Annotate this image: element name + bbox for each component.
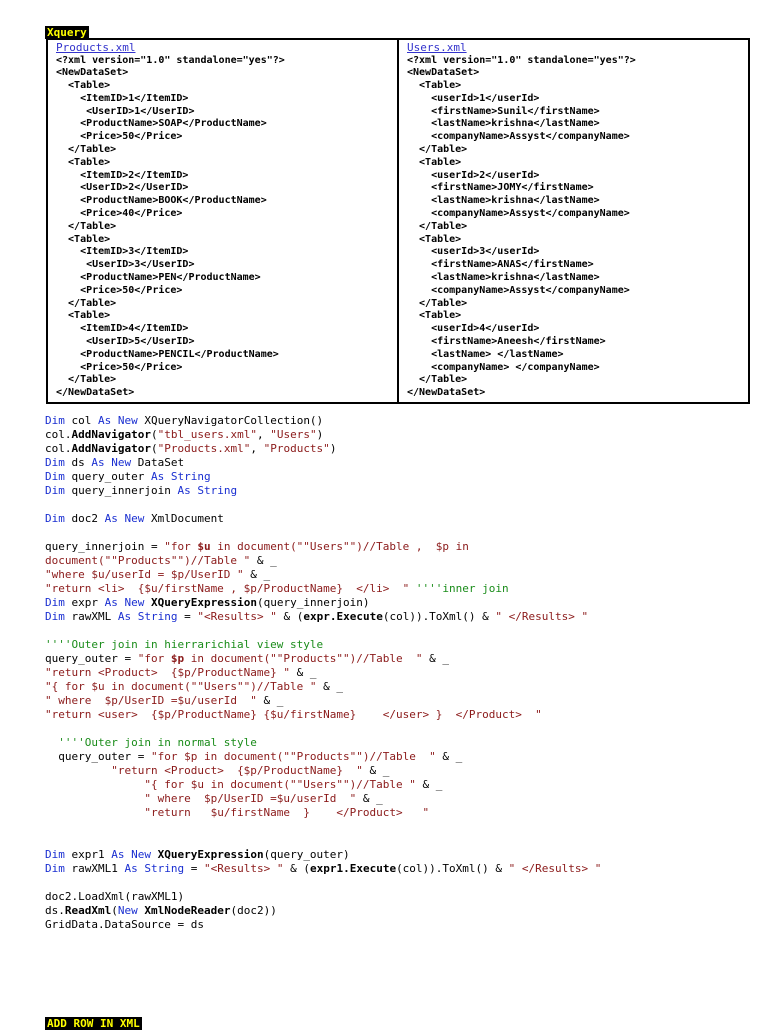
- xml-line: <userId>1</userId>: [407, 92, 540, 104]
- code-line: Dim ds As New DataSet: [45, 456, 185, 469]
- products-file-name[interactable]: Products.xml: [56, 41, 136, 54]
- xml-line: <?xml version="1.0" standalone="yes"?>: [56, 54, 285, 66]
- xml-line: <Table>: [56, 233, 111, 245]
- xml-line: <ProductName>SOAP</ProductName>: [56, 118, 267, 130]
- xml-line: <companyName>Assyst</companyName>: [407, 208, 630, 220]
- users-xml-cell: [398, 39, 749, 403]
- code-line: Dim expr As New XQueryExpression(query_innerjoin): [45, 596, 370, 609]
- xml-line: </Table>: [56, 297, 117, 309]
- xml-line: <ProductName>BOOK</ProductName>: [56, 195, 267, 207]
- xml-line: <companyName>Assyst</companyName>: [407, 284, 630, 296]
- xml-line: </Table>: [407, 297, 468, 309]
- code-line: col.AddNavigator("tbl_users.xml", "Users"): [45, 428, 324, 441]
- code-line: Dim rawXML As String = "<Results> " & (expr.Execute(col)).ToXml() & " </Results> ": [45, 610, 589, 623]
- xml-line: <NewDataSet>: [407, 67, 480, 79]
- footer-heading: ADD ROW IN XML: [47, 1017, 140, 1030]
- xml-line: <UserID>1</UserID>: [56, 105, 195, 117]
- code-line: col.AddNavigator("Products.xml", "Products"): [45, 442, 337, 455]
- xml-line: <userId>3</userId>: [407, 246, 540, 258]
- xml-line: <firstName>Sunil</firstName>: [407, 105, 600, 117]
- code-line: Dim col As New XQueryNavigatorCollection(): [45, 414, 324, 427]
- xml-line: <ItemID>2</ItemID>: [56, 169, 189, 181]
- code-line: query_innerjoin = "for $u in document(""Users"")//Table , $p in: [45, 540, 469, 553]
- code-line: "{ for $u in document(""Users"")//Table " & _: [144, 778, 443, 791]
- xml-line: <Table>: [407, 156, 462, 168]
- xml-line: <lastName>krishna</lastName>: [407, 118, 600, 130]
- code-line: "return $u/firstName } </Product> ": [144, 806, 430, 819]
- code-line: query_outer = "for $p in document(""Products"")//Table " & _: [45, 652, 450, 665]
- xml-line: <Table>: [56, 156, 111, 168]
- xml-line: </Table>: [56, 220, 117, 232]
- code-line: "{ for $u in document(""Users"")//Table " & _: [45, 680, 344, 693]
- products-xml-cell: [47, 39, 398, 403]
- xml-line: <firstName>ANAS</firstName>: [407, 259, 594, 271]
- xml-line: <ProductName>PENCIL</ProductName>: [56, 348, 279, 360]
- xml-line: <companyName>Assyst</companyName>: [407, 131, 630, 143]
- xml-line: <UserID>3</UserID>: [56, 259, 195, 271]
- xml-line: <lastName> </lastName>: [407, 348, 564, 360]
- code-line: Dim rawXML1 As String = "<Results> " & (expr1.Execute(col)).ToXml() & " </Results> ": [45, 862, 602, 875]
- xml-line: <firstName>JOMY</firstName>: [407, 182, 594, 194]
- xml-line: <userId>2</userId>: [407, 169, 540, 181]
- xml-line: <ProductName>PEN</ProductName>: [56, 272, 261, 284]
- code-line: ds.ReadXml(New XmlNodeReader(doc2)): [45, 904, 277, 917]
- code-line: Dim query_outer As String: [45, 470, 211, 483]
- xml-line: </Table>: [407, 374, 468, 386]
- xml-line: <lastName>krishna</lastName>: [407, 195, 600, 207]
- xml-line: <Table>: [56, 310, 111, 322]
- xml-line: <lastName>krishna</lastName>: [407, 272, 600, 284]
- code-line: "return <Product> {$p/ProductName} " & _: [111, 764, 390, 777]
- code-line: "return <li> {$u/firstName , $p/ProductName} </li> " ''''inner join: [45, 582, 509, 595]
- xml-line: <UserID>5</UserID>: [56, 336, 195, 348]
- xml-line: </Table>: [56, 144, 117, 156]
- xml-line: </Table>: [407, 220, 468, 232]
- xml-line: <Price>50</Price>: [56, 284, 183, 296]
- code-line: " where $p/UserID =$u/userId " & _: [144, 792, 383, 805]
- xml-line: <UserID>2</UserID>: [56, 182, 189, 194]
- xml-line: <Table>: [407, 80, 462, 92]
- xml-line: <Table>: [407, 233, 462, 245]
- code-line: GridData.DataSource = ds: [45, 918, 204, 931]
- code-line: Dim query_innerjoin As String: [45, 484, 238, 497]
- xml-line: </Table>: [407, 144, 468, 156]
- xml-line: <ItemID>3</ItemID>: [56, 246, 189, 258]
- code-line: document(""Products"")//Table " & _: [45, 554, 277, 567]
- xml-line: <userId>4</userId>: [407, 323, 540, 335]
- xml-line: </Table>: [56, 374, 117, 386]
- code-line: query_outer = "for $p in document(""Products"")//Table " & _: [45, 750, 463, 763]
- xml-line: <ItemID>4</ItemID>: [56, 323, 189, 335]
- code-line: "where $u/userId = $p/UserID " & _: [45, 568, 271, 581]
- page-heading: Xquery: [47, 26, 87, 39]
- xml-line: <Price>50</Price>: [56, 361, 183, 373]
- xml-line: <Price>50</Price>: [56, 131, 183, 143]
- xml-line: <Price>40</Price>: [56, 208, 183, 220]
- xml-line: <companyName> </companyName>: [407, 361, 600, 373]
- code-line: doc2.LoadXml(rawXML1): [45, 890, 185, 903]
- xml-line: <?xml version="1.0" standalone="yes"?>: [407, 54, 636, 66]
- code-line: Dim doc2 As New XmlDocument: [45, 512, 224, 525]
- users-file-name[interactable]: Users.xml: [407, 41, 467, 54]
- code-line: "return <user> {$p/ProductName} {$u/firstName} </user> } </Product> ": [45, 708, 542, 721]
- users-xml-lines: [407, 55, 742, 401]
- xml-line: <Table>: [56, 80, 111, 92]
- xml-line: </NewDataSet>: [407, 387, 486, 399]
- xml-files-table: [46, 38, 750, 404]
- xml-line: <Table>: [407, 310, 462, 322]
- code-line: Dim expr1 As New XQueryExpression(query_outer): [45, 848, 350, 861]
- xml-line: </NewDataSet>: [56, 387, 135, 399]
- xml-line: <firstName>Aneesh</firstName>: [407, 336, 606, 348]
- xml-line: <ItemID>1</ItemID>: [56, 92, 189, 104]
- code-block: [45, 414, 757, 932]
- code-line: " where $p/UserID =$u/userId " & _: [45, 694, 284, 707]
- products-xml-lines: [56, 55, 391, 401]
- code-comment: ''''Outer join in hierrarichial view style: [45, 638, 324, 651]
- code-line: "return <Product> {$p/ProductName} " & _: [45, 666, 317, 679]
- xml-line: <NewDataSet>: [56, 67, 129, 79]
- code-comment: ''''Outer join in normal style: [45, 736, 257, 749]
